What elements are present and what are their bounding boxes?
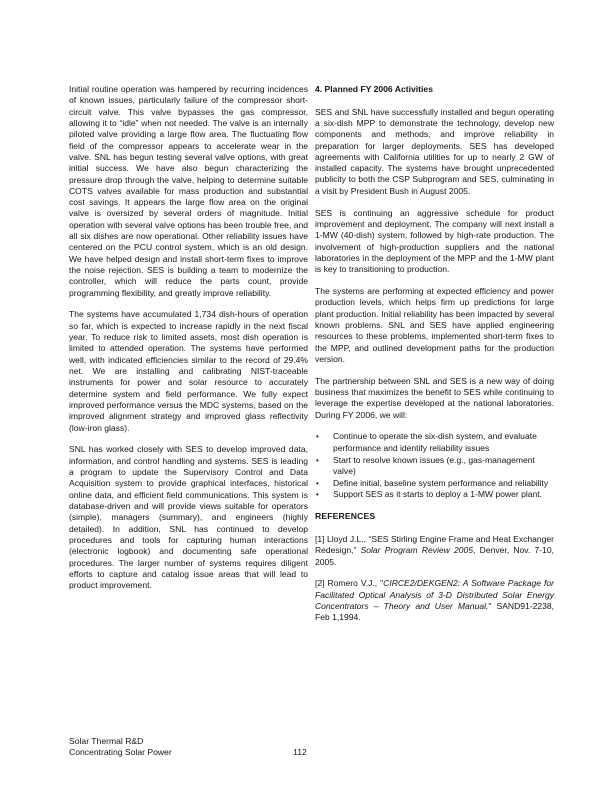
paragraph: SNL has worked closely with SES to develop improved data, information, and control handling and systems. SES is leading a program to update the Supervisory Control and Data Acquisition system to provide graphical interfaces, historical online data, and efficient field communications. This system is database-driven and will provide views suitable for operators (simple), managers (summary), and engineers (highly detailed). In addition, SNL has continued to develop procedures and tools for capturing human interactions (electronic logbook) and documenting safe operational procedures. The larger number of systems requires diligent efforts to capture and catalog issue areas that will lead to product improvement. [69,444,308,591]
list-item [315,478,554,489]
reference-suffix: " SAND91-2238, Feb 1,1994. [315,600,554,623]
reference-entry [315,578,554,623]
reference-prefix: [2] Romero V.J., " [315,578,384,589]
paragraph: SES is continuing an aggressive schedule for product improvement and deployment. The company will next install a 1-MW (40-dish) system, followed by high-rate production. The involvement of high-production suppliers and the national laboratories in the deployment of the MPP and the 1-MW plant is key to transitioning to production. [315,207,554,275]
paragraph: The systems are performing at expected efficiency and power production levels, which helps firm up predictions for large plant production. Initial reliability has been impacted by several known problems. SNL and SES have applied engineering resources to these problems, implemented short-term fixes to the MPP, and outlined development paths for the production version. [315,285,554,364]
right-column [315,84,554,709]
reference-title-italic: CIRCE2/DEKGEN2: A Software Package for Facilitated Optical Analysis of 3-D Distributed Solar Energy Concentrators – Theory and User Manual, [315,578,554,611]
planned-activities-list [315,431,554,500]
list-item-label: Define initial, baseline system performance and reliability [333,477,549,488]
reference-entry [315,534,554,568]
bullet-icon: • [316,455,319,465]
reference-prefix: [1] Lloyd J.L., “SES Stirling Engine Frame and Heat Exchanger Redesign,” [315,533,554,556]
list-item [315,489,554,500]
list-item-label: Continue to operate the six-dish system, and evaluate performance and identify reliability issues [333,431,537,453]
reference-suffix: , Denver, Nov. 7-10, 2005. [315,545,554,567]
left-column [69,84,308,709]
footer-line-program: Solar Thermal R&D [69,736,144,746]
page-number: 112 [293,747,307,758]
list-item-label: Support SES as it starts to deploy a 1-MW power plant. [333,489,543,500]
paragraph: The systems have accumulated 1,734 dish-hours of operation so far, which is expected to increase rapidly in the next fiscal year. To reduce risk to limited assets, most dish operation is limited to attended operation. The systems have performed well, with indicated efficiencies similar to the record of 29.4% net. We are installing and calibrating NIST-traceable instruments for power and solar resource to accurately determine system and field performance. We fully expect improved performance versus the MDC systems, based on the improved alignment strategy and improved glass reflectivity (low-iron glass). [69,309,308,433]
list-item [315,431,554,454]
bullet-icon: • [316,490,319,500]
references-heading: REFERENCES [315,511,376,522]
reference-title-italic: Solar Program Review 2005 [360,545,474,556]
footer-line-subprogram: Concentrating Solar Power [69,747,172,758]
bullet-icon: • [316,432,319,442]
bullet-icon: • [316,478,319,488]
section-heading: 4. Planned FY 2006 Activities [315,84,433,94]
paragraph: Initial routine operation was hampered by recurring incidences of known issues, particularly failure of the compressor short-circuit valve. This valve bypasses the gas compressor, allowing it to “idle” when not needed. The valve is an internally piloted valve providing a large flow area. The fluctuating flow field of the compressor appears to accelerate wear in the valve. SNL has begun testing several valve options, with great initial success. We have also begun characterizing the pressure drop through the valve, helping to determine suitable COTS valves available for mass production and substantial cost savings. It appears the large flow area on the original valve is oversized by several orders of magnitude. Initial operation with several valve options has been trouble free, and all six dishes are now operational. Other reliability issues have centered on the PCU control system, which is an old design. We have helped design and install short-term fixes to improve the noise rejection. SES is building a team to modernize the controller, which will reduce the parts count, provide programming flexibility, and greatly improve reliability. [69,84,308,298]
bullet-list-intro: The partnership between SNL and SES is a new way of doing business that maximizes the benefit to SES while continuing to leverage the expertise developed at the national laboratories. During FY 2006, we will: [315,375,554,420]
list-item [315,455,554,478]
list-item-label: Start to resolve known issues (e.g., gas-management valve) [333,454,535,476]
paragraph: SES and SNL have successfully installed and begun operating a six-dish MPP to demonstrate the technology, develop new components and methods, and improve reliability in preparation for larger deployments. SES has developed agreements with California utilities for up to nearly 2 GW of installed capacity. The systems have brought unprecedented publicity to both the CSP Subprogram and SES, culminating in a visit by President Bush in August 2005. [315,106,554,196]
two-column-body [69,84,554,709]
